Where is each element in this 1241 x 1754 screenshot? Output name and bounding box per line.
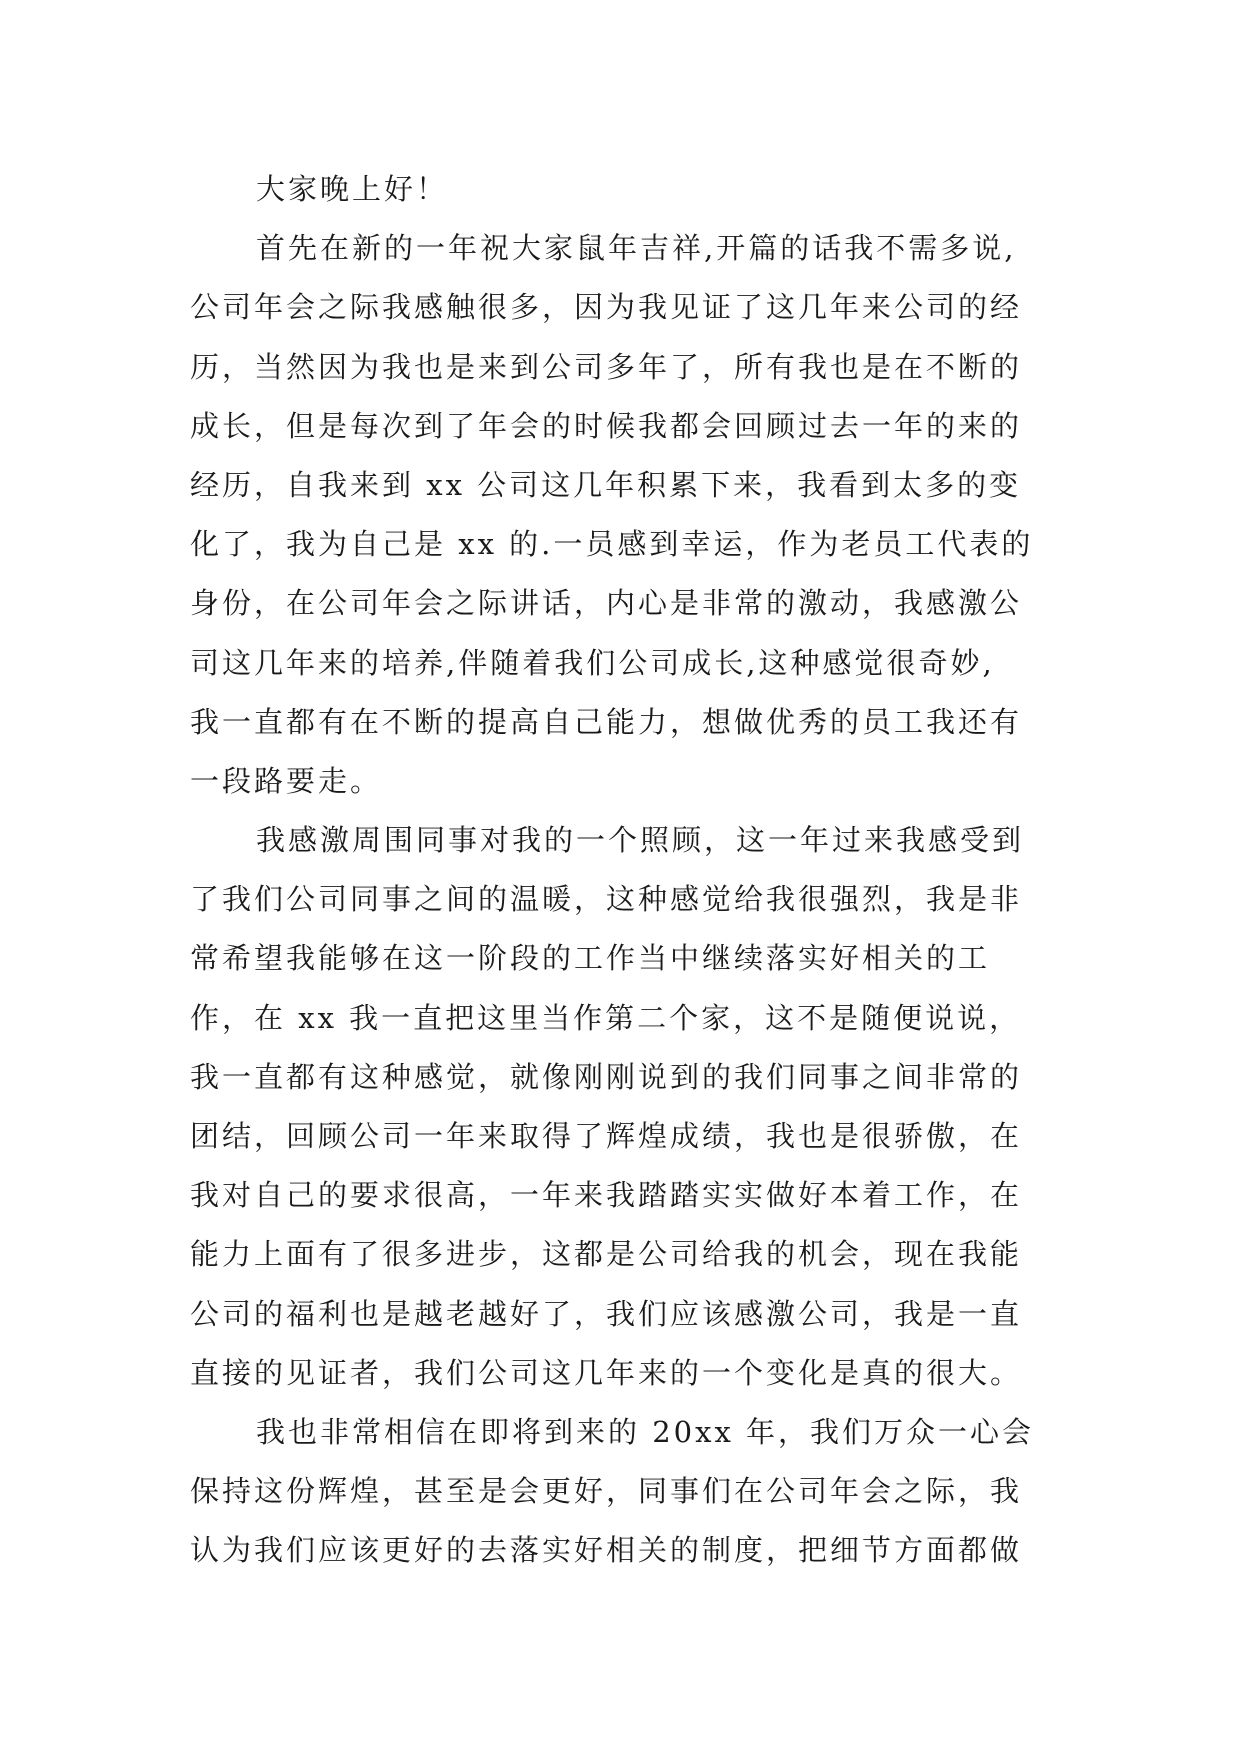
text-line: 化了，我为自己是 xx 的.一员感到幸运，作为老员工代表的: [190, 527, 1034, 562]
text-line: 保持这份辉煌，甚至是会更好，同事们在公司年会之际，我: [190, 1474, 1023, 1509]
text-line: 能力上面有了很多进步，这都是公司给我的机会，现在我能: [190, 1237, 1023, 1272]
text-line: 历，当然因为我也是来到公司多年了，所有我也是在不断的: [190, 349, 1023, 384]
text-line: 成长，但是每次到了年会的时候我都会回顾过去一年的来的: [190, 408, 1023, 443]
text-line: 首先在新的一年祝大家鼠年吉祥,开篇的话我不需多说,: [256, 231, 1017, 266]
text-line: 我一直都有在不断的提高自己能力，想做优秀的员工我还有: [190, 704, 1023, 739]
text-line: 我也非常相信在即将到来的 20xx 年，我们万众一心会: [256, 1414, 1035, 1449]
paragraph-colleagues: [190, 811, 1090, 1403]
text-line: 认为我们应该更好的去落实好相关的制度，把细节方面都做: [190, 1533, 1023, 1568]
text-line: 了我们公司同事之间的温暖，这种感觉给我很强烈，我是非: [190, 882, 1023, 917]
text-line: 作，在 xx 我一直把这里当作第二个家，这不是随便说说，: [190, 1000, 1022, 1035]
text-line: 我对自己的要求很高，一年来我踏踏实实做好本着工作，在: [190, 1178, 1023, 1213]
text-line: 身份，在公司年会之际讲话，内心是非常的激动，我感激公: [190, 586, 1023, 621]
text-line: 大家晚上好！: [256, 172, 449, 206]
text-line: 公司的福利也是越老越好了，我们应该感激公司，我是一直: [190, 1296, 1023, 1331]
paragraph-future: [190, 1403, 1090, 1581]
text-line: 司这几年来的培养,伴随着我们公司成长,这种感觉很奇妙,: [190, 645, 995, 680]
paragraph-opening: [190, 219, 1090, 811]
text-line: 我感激周围同事对我的一个照顾，这一年过来我感受到: [256, 823, 1025, 858]
speech-body: [190, 160, 1090, 1581]
text-line: 直接的见证者，我们公司这几年来的一个变化是真的很大。: [190, 1355, 1023, 1390]
text-line: 一段路要走。: [190, 763, 383, 798]
paragraph-greeting: [190, 160, 1090, 219]
text-line: 我一直都有这种感觉，就像刚刚说到的我们同事之间非常的: [190, 1059, 1023, 1094]
text-line: 常希望我能够在这一阶段的工作当中继续落实好相关的工: [190, 941, 991, 976]
text-line: 公司年会之际我感触很多，因为我见证了这几年来公司的经: [190, 290, 1023, 325]
text-line: 经历，自我来到 xx 公司这几年积累下来，我看到太多的变: [190, 467, 1022, 502]
text-line: 团结，回顾公司一年来取得了辉煌成绩，我也是很骄傲，在: [190, 1119, 1023, 1153]
